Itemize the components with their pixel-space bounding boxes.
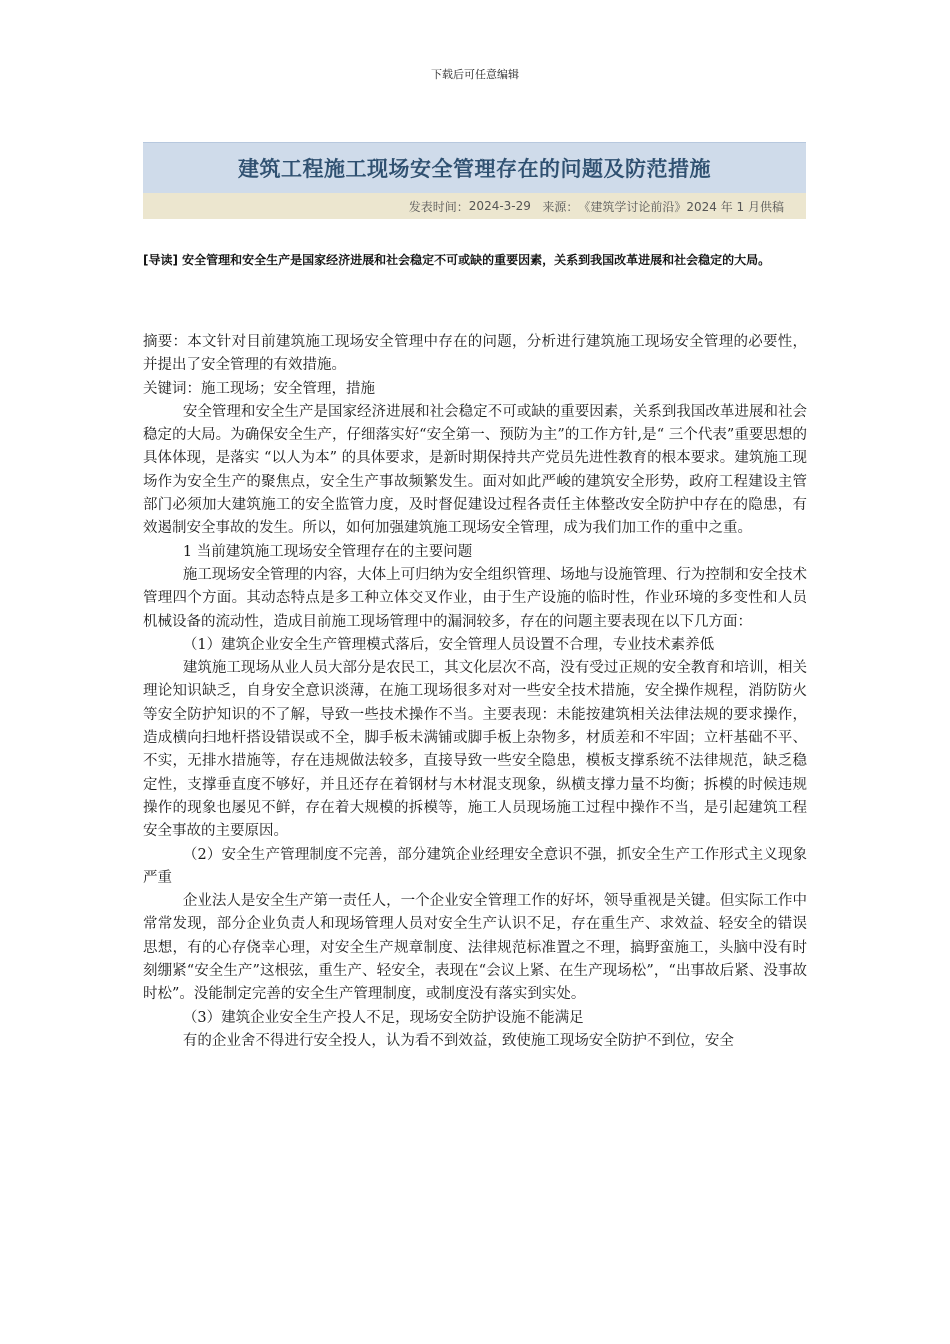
lead-tag: [导读] xyxy=(143,253,178,267)
paragraph-intro: 安全管理和安全生产是国家经济进展和社会稳定不可或缺的重要因素，关系到我国改革进展和社会稳定的大局。为确保安全生产，仔细落实好“安全第一、预防为主”的工作方针,是“ 三个代表”重要思想的具体体现，是落实 “以人为本” 的具体要求，是新时期保持共产党员先进性教育的根本要求。建筑施工现场作为安全生产的聚焦点，安全生产事故频繁发生。面对如此严峻的建筑安全形势，政府工程建设主管部门必须加大建筑施工的安全监管力度，及时督促建设过程各责任主体整改安全防护中存在的隐患，有效遏制安全事故的发生。所以，如何加强建筑施工现场安全管理，成为我们加工作的重中之重。 xyxy=(143,403,807,537)
meta-spacer xyxy=(531,199,542,213)
section-heading-1: 1 当前建筑施工现场安全管理存在的主要问题 xyxy=(182,543,473,560)
item-heading-1: （1）建筑企业安全生产管理模式落后，安全管理人员设置不合理，专业技术素养低 xyxy=(182,636,715,653)
top-note: 下载后可任意编辑 xyxy=(431,68,519,81)
paragraph-item-1: 建筑施工现场从业人员大部分是农民工，其文化层次不高，没有受过正规的安全教育和培训，相关理论知识缺乏，自身安全意识淡薄，在施工现场很多对对一些安全技术措施，安全操作规程，消防防火等安全防护知识的不了解，导致一些技术操作不当。主要表现：未能按建筑相关法律法规的要求操作，造成横向扫地杆搭设错误或不全，脚手板未满铺或脚手板上杂物多，材质差和不牢固；立杆基础不平、不实，无排水措施等，存在违规做法较多，直接导致一些安全隐患，模板支撑系统不法律规范，缺乏稳定性，支撑垂直度不够好，并且还存在着钢材与木材混支现象，纵横支撑力量不均衡；拆模的时候违规操作的现象也屡见不鲜，存在着大规模的拆模等，施工人员现场施工过程中操作不当，是引起建筑工程安全事故的主要原因。 xyxy=(143,660,807,840)
article-meta xyxy=(143,193,806,219)
meta-date-label: 发表时间： xyxy=(408,199,469,214)
lead-text: 安全管理和安全生产是国家经济进展和社会稳定不可或缺的重要因素，关系到我国改革进展和社会稳定的大局。 xyxy=(182,253,771,267)
article-body xyxy=(143,331,807,1053)
meta-source-label: 来源： xyxy=(542,199,579,214)
meta-source: 《建筑学讨论前沿》2024 年 1 月供稿 xyxy=(578,199,784,214)
title-bar xyxy=(143,142,806,193)
keywords: 关键词：施工现场；安全管理，措施 xyxy=(143,380,375,397)
paragraph-item-2: 企业法人是安全生产第一责任人，一个企业安全管理工作的好坏，领导重视是关键。但实际工作中常常发现，部分企业负责人和现场管理人员对安全生产认识不足，存在重生产、求效益、轻安全的错误思想，有的心存侥幸心理，对安全生产规章制度、法律规范标准置之不理，搞野蛮施工，头脑中没有时刻绷紧“安全生产”这根弦，重生产、轻安全，表现在“会议上紧、在生产现场松”，“出事故后紧、没事故时松”。没能制定完善的安全生产管理制度，或制度没有落实到实处。 xyxy=(143,893,807,1003)
paragraph-item-3: 有的企业舍不得进行安全投人，认为看不到效益，致使施工现场安全防护不到位，安全 xyxy=(182,1032,734,1049)
abstract: 摘要：本文针对目前建筑施工现场安全管理中存在的问题，分析进行建筑施工现场安全管理的必要性，并提出了安全管理的有效措施。 xyxy=(143,334,807,374)
meta-date: 2024-3-29 xyxy=(468,199,531,213)
item-heading-2: （2）安全生产管理制度不完善，部分建筑企业经理安全意识不强，抓安全生产工作形式主义现象严重 xyxy=(143,846,807,886)
article-title: 建筑工程施工现场安全管理存在的问题及防范措施 xyxy=(238,157,711,181)
article-header xyxy=(143,142,806,219)
item-heading-3: （3）建筑企业安全生产投人不足，现场安全防护设施不能满足 xyxy=(182,1009,584,1026)
paragraph-section-1: 施工现场安全管理的内容，大体上可归纳为安全组织管理、场地与设施管理、行为控制和安全技术管理四个方面。其动态特点是多工种立体交叉作业，由于生产设施的临时性，作业环境的多变性和人员机械设备的流动性，造成目前施工现场管理中的漏洞较多，存在的问题主要表现在以下几方面： xyxy=(143,566,807,630)
lead-paragraph xyxy=(143,248,835,272)
